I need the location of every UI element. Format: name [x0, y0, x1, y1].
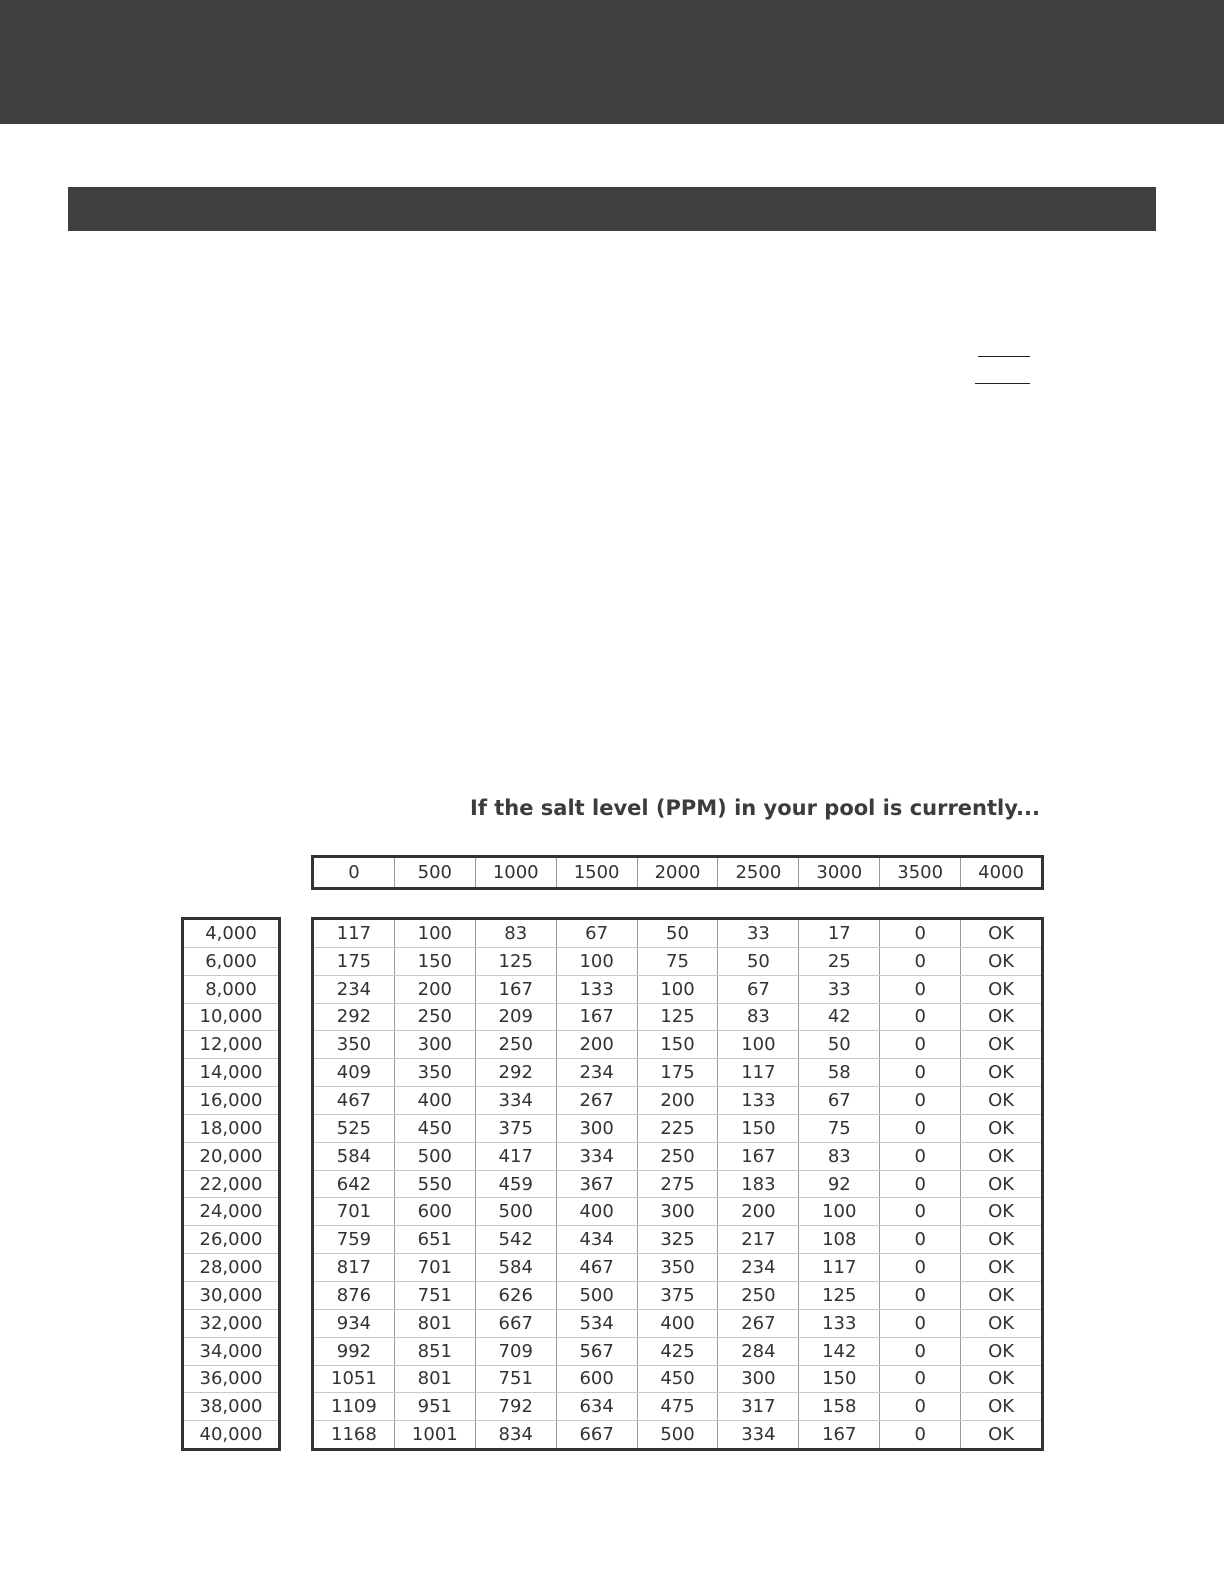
salt-amount-cell: 334	[476, 1087, 557, 1114]
salt-amount-cell: 0	[880, 1338, 961, 1365]
salt-amount-cell: 0	[880, 1366, 961, 1393]
salt-amount-cell: OK	[988, 1006, 1015, 1028]
salt-amount-cell: 350	[395, 1059, 476, 1086]
salt-amount-cell: 350	[314, 1031, 395, 1058]
pool-size-cell: 10,000	[184, 1004, 278, 1032]
salt-amount-cell: 267	[557, 1087, 638, 1114]
salt-amount-cell: 0	[880, 1198, 961, 1225]
salt-amount-grid	[311, 917, 1044, 1451]
salt-amount-cell: 292	[314, 1004, 395, 1031]
salt-amount-cell: OK	[988, 1034, 1015, 1056]
table-row	[314, 1115, 1041, 1143]
salt-amount-cell: 534	[557, 1310, 638, 1337]
salt-amount-cell: 17	[799, 920, 880, 947]
salt-amount-cell: OK	[988, 1089, 1015, 1111]
pool-size-cell: 30,000	[184, 1282, 278, 1310]
salt-amount-cell: 1168	[314, 1421, 395, 1448]
salt-amount-cell: 450	[638, 1366, 719, 1393]
ppm-level-header-cell: 2000	[638, 858, 719, 887]
salt-amount-cell: 367	[557, 1171, 638, 1198]
salt-amount-cell: 0	[880, 1031, 961, 1058]
salt-amount-cell: OK	[988, 1145, 1015, 1167]
salt-amount-cell: 150	[718, 1115, 799, 1142]
salt-amount-cell: 250	[395, 1004, 476, 1031]
salt-amount-cell: 250	[638, 1143, 719, 1170]
ppm-level-header-cell: 1500	[557, 858, 638, 887]
salt-amount-cell: 300	[395, 1031, 476, 1058]
salt-amount-cell: 92	[799, 1171, 880, 1198]
salt-amount-cell: OK	[988, 978, 1015, 1000]
salt-amount-cell: 209	[476, 1004, 557, 1031]
salt-amount-cell: 375	[638, 1282, 719, 1309]
salt-amount-cell: 325	[638, 1226, 719, 1253]
salt-amount-cell: 0	[880, 1143, 961, 1170]
salt-amount-cell: 334	[718, 1421, 799, 1448]
pool-size-cell: 34,000	[184, 1338, 278, 1366]
salt-amount-cell: 542	[476, 1226, 557, 1253]
pool-size-cell: 26,000	[184, 1226, 278, 1254]
salt-amount-cell: OK	[988, 1368, 1015, 1390]
table-row	[314, 1143, 1041, 1171]
salt-amount-cell: 409	[314, 1059, 395, 1086]
salt-amount-cell: OK	[988, 1257, 1015, 1279]
salt-amount-cell: 100	[395, 920, 476, 947]
salt-amount-cell: 234	[718, 1254, 799, 1281]
salt-amount-cell: 175	[638, 1059, 719, 1086]
salt-amount-cell: 375	[476, 1115, 557, 1142]
salt-amount-cell: 500	[638, 1421, 719, 1448]
salt-amount-cell: 667	[476, 1310, 557, 1337]
table-row	[314, 1059, 1041, 1087]
salt-amount-cell: 951	[395, 1393, 476, 1420]
salt-amount-cell: 133	[799, 1310, 880, 1337]
salt-amount-cell: 701	[314, 1198, 395, 1225]
salt-amount-cell: 600	[395, 1198, 476, 1225]
salt-amount-cell: 42	[799, 1004, 880, 1031]
salt-amount-cell: OK	[988, 1340, 1015, 1362]
pool-size-cell: 4,000	[184, 920, 278, 948]
salt-amount-cell: 801	[395, 1366, 476, 1393]
pool-size-cell: 8,000	[184, 976, 278, 1004]
salt-amount-cell: 0	[880, 948, 961, 975]
salt-amount-cell: 0	[880, 1059, 961, 1086]
salt-amount-cell: 400	[557, 1198, 638, 1225]
table-row	[314, 1087, 1041, 1115]
salt-amount-cell: 0	[880, 1254, 961, 1281]
salt-amount-cell: 584	[476, 1254, 557, 1281]
salt-amount-cell: 651	[395, 1226, 476, 1253]
ppm-level-header-cell: 3500	[880, 858, 961, 887]
salt-amount-cell: 642	[314, 1171, 395, 1198]
salt-amount-cell: 25	[799, 948, 880, 975]
salt-amount-cell: 475	[638, 1393, 719, 1420]
table-row	[314, 1198, 1041, 1226]
salt-amount-cell: 33	[718, 920, 799, 947]
pool-size-cell: 20,000	[184, 1143, 278, 1171]
salt-amount-cell: OK	[988, 1062, 1015, 1084]
table-row	[314, 1366, 1041, 1394]
table-row	[314, 1310, 1041, 1338]
salt-amount-cell: 467	[314, 1087, 395, 1114]
salt-amount-cell: 200	[638, 1087, 719, 1114]
salt-amount-cell: 284	[718, 1338, 799, 1365]
pool-size-column	[181, 917, 281, 1451]
salt-amount-cell: 667	[557, 1421, 638, 1448]
salt-amount-cell: 117	[314, 920, 395, 947]
salt-amount-cell: 801	[395, 1310, 476, 1337]
pool-size-cell: 12,000	[184, 1031, 278, 1059]
ppm-level-header-cell: 1000	[476, 858, 557, 887]
salt-amount-cell: 234	[314, 976, 395, 1003]
salt-amount-cell: OK	[988, 1396, 1015, 1418]
salt-amount-cell: 0	[880, 1421, 961, 1448]
table-row	[314, 1031, 1041, 1059]
salt-amount-cell: 834	[476, 1421, 557, 1448]
salt-amount-cell: 167	[799, 1421, 880, 1448]
salt-amount-cell: 0	[880, 1226, 961, 1253]
salt-amount-cell: OK	[988, 1173, 1015, 1195]
salt-amount-cell: 100	[557, 948, 638, 975]
salt-amount-cell: OK	[988, 922, 1015, 944]
salt-amount-cell: 67	[557, 920, 638, 947]
salt-amount-cell: 400	[395, 1087, 476, 1114]
salt-amount-cell: 67	[799, 1087, 880, 1114]
salt-amount-cell: 175	[314, 948, 395, 975]
salt-amount-cell: 759	[314, 1226, 395, 1253]
salt-amount-cell: 0	[880, 1282, 961, 1309]
table-row	[314, 920, 1041, 948]
salt-amount-cell: 992	[314, 1338, 395, 1365]
pool-size-cell: 24,000	[184, 1198, 278, 1226]
salt-amount-cell: 150	[395, 948, 476, 975]
section-title-bar	[68, 187, 1156, 231]
table-row	[314, 1171, 1041, 1199]
salt-amount-cell: 125	[799, 1282, 880, 1309]
pool-size-cell: 36,000	[184, 1366, 278, 1394]
salt-amount-cell: 50	[799, 1031, 880, 1058]
salt-amount-cell: 751	[476, 1366, 557, 1393]
pool-size-cell: 6,000	[184, 948, 278, 976]
table-row	[314, 948, 1041, 976]
salt-amount-cell: OK	[988, 950, 1015, 972]
pool-size-cell: 14,000	[184, 1059, 278, 1087]
salt-amount-cell: 108	[799, 1226, 880, 1253]
salt-amount-cell: 701	[395, 1254, 476, 1281]
ppm-header-row	[311, 855, 1044, 890]
salt-amount-cell: 200	[395, 976, 476, 1003]
salt-amount-cell: 50	[718, 948, 799, 975]
salt-amount-cell: 317	[718, 1393, 799, 1420]
salt-amount-cell: 751	[395, 1282, 476, 1309]
salt-amount-cell: 626	[476, 1282, 557, 1309]
salt-amount-cell: 934	[314, 1310, 395, 1337]
salt-amount-cell: 550	[395, 1171, 476, 1198]
salt-amount-cell: 567	[557, 1338, 638, 1365]
table-row	[314, 1338, 1041, 1366]
salt-amount-cell: 142	[799, 1338, 880, 1365]
salt-amount-cell: 792	[476, 1393, 557, 1420]
ppm-level-header-cell: 3000	[799, 858, 880, 887]
salt-amount-cell: 133	[557, 976, 638, 1003]
salt-amount-cell: 851	[395, 1338, 476, 1365]
salt-amount-cell: 200	[557, 1031, 638, 1058]
salt-amount-cell: OK	[988, 1201, 1015, 1223]
salt-amount-cell: 225	[638, 1115, 719, 1142]
salt-amount-cell: 634	[557, 1393, 638, 1420]
salt-amount-cell: 125	[638, 1004, 719, 1031]
salt-amount-cell: 100	[718, 1031, 799, 1058]
salt-amount-cell: 117	[799, 1254, 880, 1281]
salt-amount-cell: 584	[314, 1143, 395, 1170]
table-row	[314, 1393, 1041, 1421]
salt-amount-cell: 525	[314, 1115, 395, 1142]
salt-amount-cell: 0	[880, 1393, 961, 1420]
salt-amount-cell: 467	[557, 1254, 638, 1281]
table-row	[314, 1282, 1041, 1310]
ppm-level-header-cell: 0	[314, 858, 395, 887]
salt-amount-cell: 275	[638, 1171, 719, 1198]
salt-amount-cell: 75	[638, 948, 719, 975]
salt-amount-cell: 150	[799, 1366, 880, 1393]
salt-amount-cell: 292	[476, 1059, 557, 1086]
salt-amount-cell: 1001	[395, 1421, 476, 1448]
salt-amount-cell: 75	[799, 1115, 880, 1142]
salt-amount-cell: 0	[880, 920, 961, 947]
salt-amount-cell: 600	[557, 1366, 638, 1393]
salt-amount-cell: 0	[880, 1087, 961, 1114]
salt-amount-cell: 250	[476, 1031, 557, 1058]
salt-amount-cell: 83	[799, 1143, 880, 1170]
pool-size-cell: 40,000	[199, 1424, 263, 1446]
salt-amount-cell: 450	[395, 1115, 476, 1142]
salt-amount-cell: 500	[395, 1143, 476, 1170]
salt-amount-cell: 125	[476, 948, 557, 975]
salt-amount-cell: 100	[638, 976, 719, 1003]
salt-amount-cell: 83	[476, 920, 557, 947]
salt-amount-cell: 417	[476, 1143, 557, 1170]
salt-amount-cell: OK	[988, 1229, 1015, 1251]
pool-size-cell: 22,000	[184, 1171, 278, 1199]
ppm-level-header-cell: 4000	[978, 862, 1024, 883]
salt-amount-cell: 350	[638, 1254, 719, 1281]
salt-amount-cell: 83	[718, 1004, 799, 1031]
salt-amount-cell: 167	[718, 1143, 799, 1170]
salt-amount-cell: OK	[988, 1312, 1015, 1334]
table-row	[314, 1226, 1041, 1254]
salt-amount-cell: 500	[557, 1282, 638, 1309]
header-banner	[0, 0, 1224, 124]
salt-amount-cell: 1051	[314, 1366, 395, 1393]
salt-amount-cell: 817	[314, 1254, 395, 1281]
salt-amount-cell: 434	[557, 1226, 638, 1253]
table-row	[314, 976, 1041, 1004]
salt-amount-cell: 300	[638, 1198, 719, 1225]
salt-amount-cell: 250	[718, 1282, 799, 1309]
salt-amount-cell: 0	[880, 1171, 961, 1198]
salt-amount-cell: 217	[718, 1226, 799, 1253]
salt-amount-cell: 300	[718, 1366, 799, 1393]
fill-in-blank-line	[978, 356, 1030, 357]
salt-amount-cell: 267	[718, 1310, 799, 1337]
salt-amount-cell: 167	[476, 976, 557, 1003]
salt-amount-cell: 500	[476, 1198, 557, 1225]
ppm-level-header-cell: 2500	[718, 858, 799, 887]
salt-amount-cell: 117	[718, 1059, 799, 1086]
ppm-level-header-cell: 500	[395, 858, 476, 887]
table-row	[314, 1254, 1041, 1282]
salt-amount-cell: 400	[638, 1310, 719, 1337]
salt-amount-cell: 0	[880, 1115, 961, 1142]
pool-size-cell: 28,000	[184, 1254, 278, 1282]
pool-size-cell: 38,000	[184, 1393, 278, 1421]
salt-amount-cell: 334	[557, 1143, 638, 1170]
salt-amount-cell: 33	[799, 976, 880, 1003]
table-row	[314, 1421, 1041, 1448]
salt-amount-cell: 300	[557, 1115, 638, 1142]
salt-amount-cell: 50	[638, 920, 719, 947]
salt-amount-cell: 133	[718, 1087, 799, 1114]
salt-amount-cell: OK	[988, 1117, 1015, 1139]
salt-amount-cell: 167	[557, 1004, 638, 1031]
salt-amount-cell: 0	[880, 976, 961, 1003]
pool-size-cell: 16,000	[184, 1087, 278, 1115]
salt-amount-cell: 234	[557, 1059, 638, 1086]
salt-amount-cell: OK	[988, 1284, 1015, 1306]
salt-amount-cell: 67	[718, 976, 799, 1003]
table-row	[314, 1004, 1041, 1032]
salt-amount-cell: 158	[799, 1393, 880, 1420]
salt-amount-cell: OK	[988, 1424, 1015, 1446]
salt-amount-cell: 876	[314, 1282, 395, 1309]
table-caption: If the salt level (PPM) in your pool is currently...	[470, 796, 1040, 820]
salt-amount-cell: 1109	[314, 1393, 395, 1420]
salt-amount-cell: 58	[799, 1059, 880, 1086]
salt-amount-cell: 0	[880, 1310, 961, 1337]
salt-amount-cell: 100	[799, 1198, 880, 1225]
salt-amount-cell: 200	[718, 1198, 799, 1225]
salt-amount-cell: 0	[880, 1004, 961, 1031]
pool-size-cell: 18,000	[184, 1115, 278, 1143]
salt-amount-cell: 709	[476, 1338, 557, 1365]
salt-amount-cell: 425	[638, 1338, 719, 1365]
pool-size-cell: 32,000	[184, 1310, 278, 1338]
salt-amount-cell: 183	[718, 1171, 799, 1198]
salt-amount-cell: 150	[638, 1031, 719, 1058]
salt-amount-cell: 459	[476, 1171, 557, 1198]
fill-in-blank-line	[975, 383, 1030, 384]
